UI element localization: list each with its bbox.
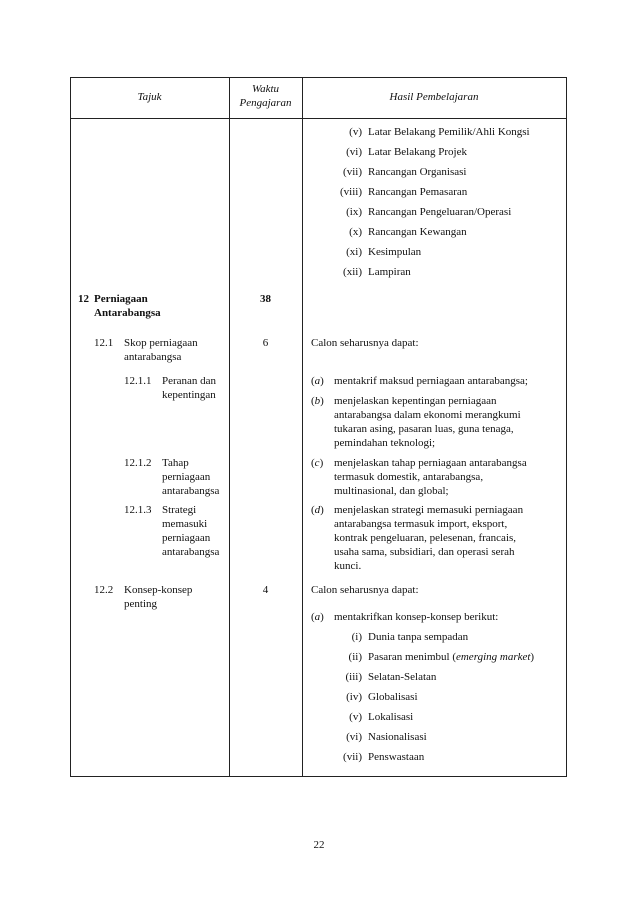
sub-121-1-number: 12.1.1 (124, 375, 152, 387)
continuation-num: (vi) (346, 146, 362, 158)
concept-text: Dunia tanpa sempadan (368, 631, 469, 643)
s122-outcome-a-label: (a) (311, 611, 324, 623)
header-divider (70, 118, 567, 119)
s121-number: 12.1 (94, 337, 114, 349)
outcome-a-label: (a) (311, 375, 324, 387)
header-tajuk: Tajuk (137, 91, 162, 103)
continuation-num: (xi) (346, 246, 362, 258)
concept-num: (vi) (346, 731, 362, 743)
sub-121-1-line1: Peranan dan (162, 375, 217, 387)
outcome-b-line4: pemindahan teknologi; (334, 437, 436, 449)
page-number: 22 (313, 839, 325, 851)
outcome-b-label: (b) (311, 395, 324, 407)
continuation-text: Rancangan Pengeluaran/Operasi (368, 206, 512, 218)
outcome-c-label: (c) (311, 457, 324, 469)
sub-121-2-line2: perniagaan (162, 471, 211, 483)
outcome-c-line2: termasuk domestik, antarabangsa, (334, 471, 484, 483)
s122-title-line2: penting (124, 598, 157, 610)
s122-outcome-a-text: mentakrifkan konsep-konsep berikut: (334, 611, 499, 623)
concept-text: Lokalisasi (368, 711, 414, 723)
continuation-num: (vii) (343, 166, 362, 178)
outcome-d-line5: kunci. (334, 560, 362, 572)
table-border-top (70, 77, 567, 78)
outcome-d-label: (d) (311, 504, 324, 516)
continuation-text: Latar Belakang Pemilik/Ahli Kongsi (368, 126, 530, 138)
concept-num: (ii) (348, 651, 362, 663)
table-border-bottom (70, 776, 567, 777)
sub-121-3-line3: perniagaan (162, 532, 211, 544)
sub-121-3-line2: memasuki (162, 518, 208, 530)
header-waktu-line2: Pengajaran (239, 97, 292, 109)
continuation-num: (x) (349, 226, 362, 238)
continuation-text: Latar Belakang Projek (368, 146, 467, 158)
concept-num: (iv) (346, 691, 362, 703)
outcome-d-line4: usaha sama, subsidiari, dan operasi serah (334, 546, 515, 558)
concept-text: Nasionalisasi (368, 731, 427, 743)
concept-num: (iii) (345, 671, 362, 683)
column-divider-2 (302, 77, 303, 777)
sub-121-3-line4: antarabangsa (162, 546, 220, 558)
column-divider-1 (229, 77, 230, 777)
outcome-b-line3: tukaran asing, pasaran luas, guna tenaga, (334, 423, 514, 435)
concept-text: Selatan-Selatan (368, 671, 437, 683)
continuation-num: (xii) (343, 266, 362, 278)
concept-text: Penswastaan (368, 751, 425, 763)
continuation-num: (v) (349, 126, 362, 138)
outcome-d-line1: menjelaskan strategi memasuki perniagaan (334, 504, 524, 516)
topic-title-line2: Antarabangsa (94, 307, 161, 319)
s122-intro: Calon seharusnya dapat: (311, 584, 419, 596)
s121-title-line1: Skop perniagaan (124, 337, 198, 349)
sub-121-3-number: 12.1.3 (124, 504, 152, 516)
continuation-text: Kesimpulan (368, 246, 422, 258)
s122-title-line1: Konsep-konsep (124, 584, 193, 596)
continuation-text: Rancangan Pemasaran (368, 186, 468, 198)
header-waktu-line1: Waktu (251, 83, 280, 95)
outcome-b-line1: menjelaskan kepentingan perniagaan (334, 395, 497, 407)
s122-number: 12.2 (94, 584, 114, 596)
concept-num: (i) (351, 631, 362, 643)
outcome-b-line2: antarabangsa dalam ekonomi merangkumi (334, 409, 521, 421)
outcome-a-line1: mentakrif maksud perniagaan antarabangsa; (334, 375, 528, 387)
continuation-text: Rancangan Kewangan (368, 226, 467, 238)
s121-intro: Calon seharusnya dapat: (311, 337, 419, 349)
topic-number: 12 (78, 293, 89, 305)
s122-hours: 4 (262, 584, 269, 596)
topic-hours: 38 (260, 293, 271, 305)
sub-121-2-line1: Tahap (162, 457, 189, 469)
sub-121-1-line2: kepentingan (162, 389, 216, 401)
continuation-text: Rancangan Organisasi (368, 166, 467, 178)
sub-121-3-line1: Strategi (162, 504, 197, 516)
concept-text: Globalisasi (368, 691, 418, 703)
outcome-c-line1: menjelaskan tahap perniagaan antarabangsa (334, 457, 527, 469)
continuation-num: (viii) (340, 186, 362, 198)
concept-num: (v) (349, 711, 362, 723)
outcome-d-line3: kontrak pengeluaran, pelesenan, francais, (334, 532, 517, 544)
outcome-c-line3: multinasional, dan global; (334, 485, 449, 497)
concept-text: Pasaran menimbul (emerging market) (368, 651, 535, 663)
table-border-left (70, 77, 71, 777)
header-hasil-pembelajaran: Hasil Pembelajaran (389, 91, 479, 103)
sub-121-2-line3: antarabangsa (162, 485, 220, 497)
s121-title-line2: antarabangsa (124, 351, 182, 363)
s121-hours: 6 (262, 337, 269, 349)
outcome-d-line2: antarabangsa termasuk import, eksport, (334, 518, 508, 530)
concept-num: (vii) (343, 751, 362, 763)
continuation-text: Lampiran (368, 266, 411, 278)
sub-121-2-number: 12.1.2 (124, 457, 152, 469)
table-border-right (566, 77, 567, 777)
continuation-num: (ix) (346, 206, 362, 218)
topic-title-line1: Perniagaan (94, 293, 148, 305)
